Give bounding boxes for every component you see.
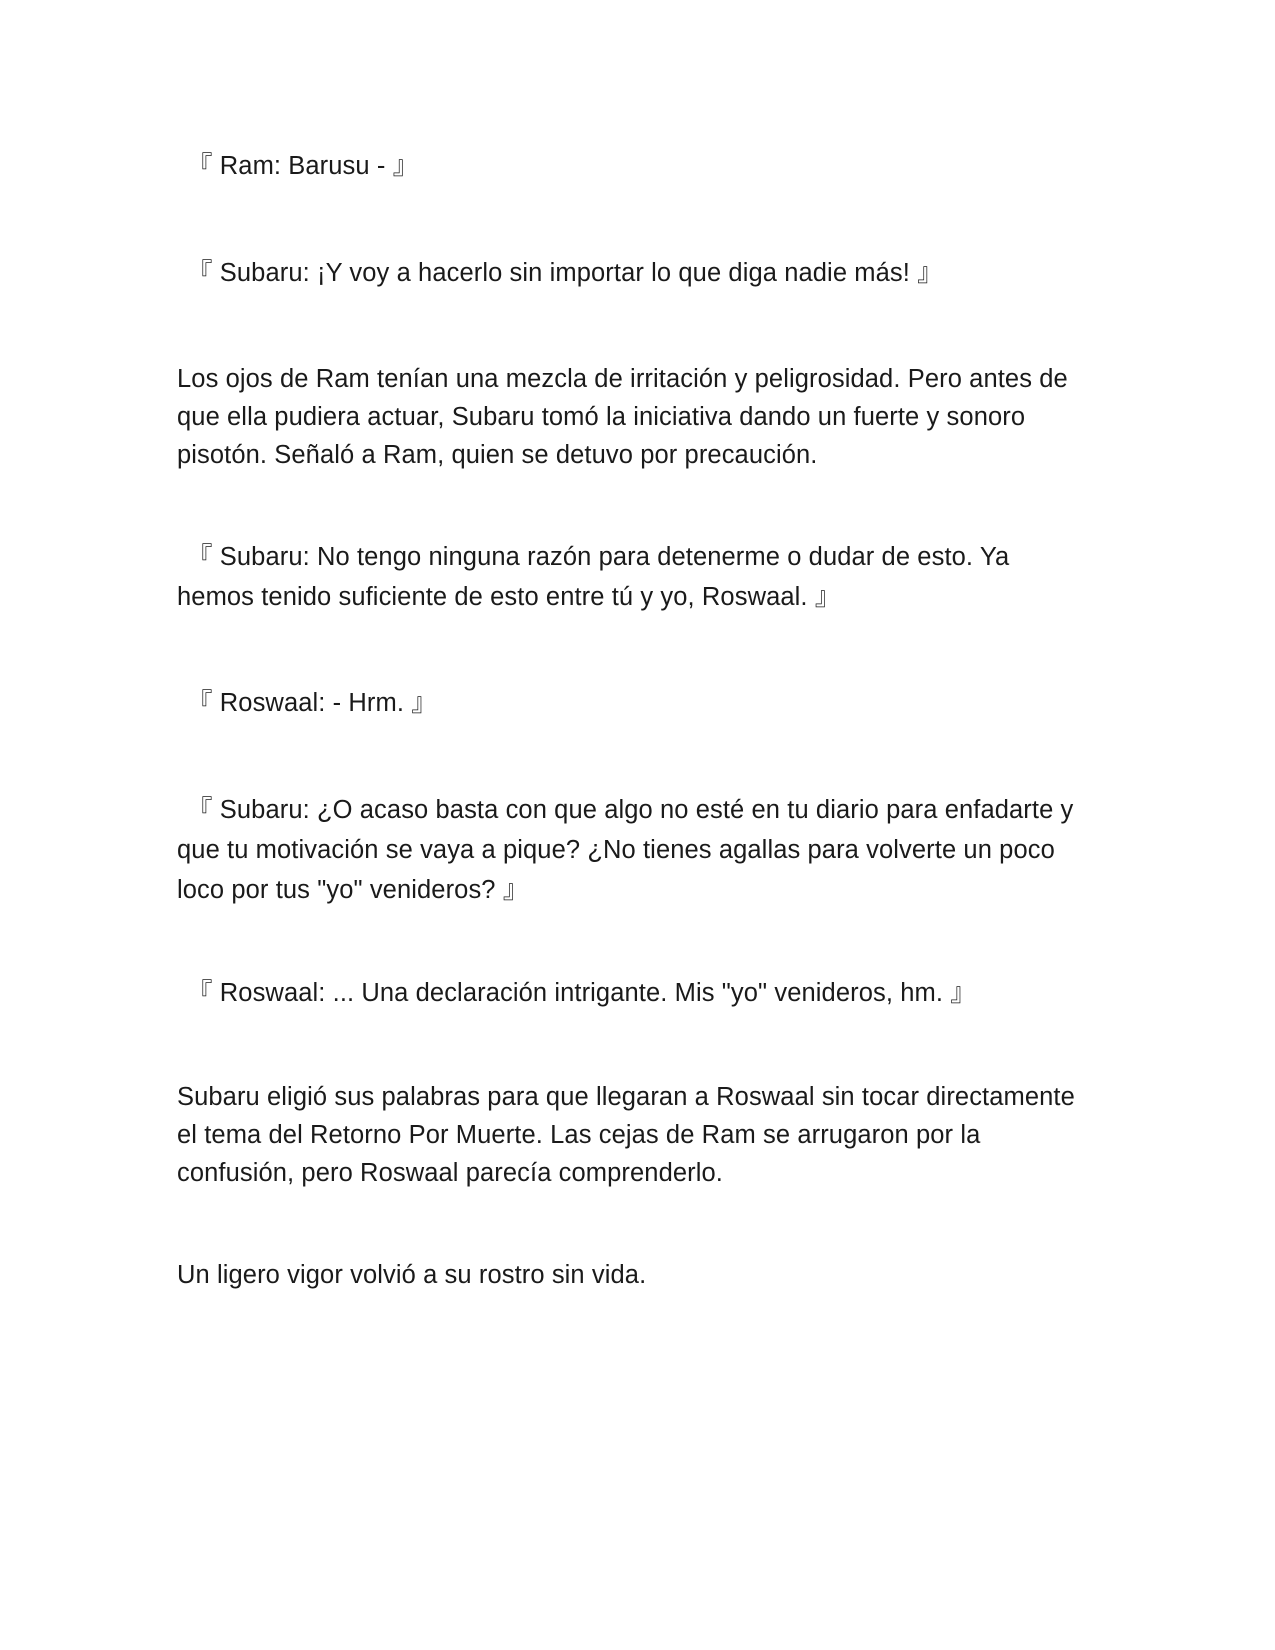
text-line: 『 Subaru: ¿O acaso basta con que algo no esté en tu diario para enfadarte y <box>187 796 1074 824</box>
narration-vigor <box>177 1256 1107 1294</box>
dialogue-roswaal-intriguing <box>177 973 1107 1013</box>
text-line: 『 Subaru: No tengo ninguna razón para detenerme o dudar de esto. Ya <box>187 543 1010 571</box>
dialogue-subaru-no-reason <box>177 537 1107 617</box>
text-line: 『 Subaru: ¡Y voy a hacerlo sin importar lo que diga nadie más! 』 <box>187 259 943 287</box>
text-line: Subaru eligió sus palabras para que llegaran a Roswaal sin tocar directamente <box>177 1083 1075 1111</box>
dialogue-roswaal-hrm <box>177 683 1107 723</box>
text-line: hemos tenido suficiente de esto entre tú y yo, Roswaal. 』 <box>177 583 841 611</box>
narration-subaru-words <box>177 1078 1107 1192</box>
text-line: que ella pudiera actuar, Subaru tomó la iniciativa dando un fuerte y sonoro <box>177 403 1026 431</box>
text-line: Un ligero vigor volvió a su rostro sin vida. <box>177 1261 647 1289</box>
dialogue-subaru-diary <box>177 790 1107 910</box>
text-line: que tu motivación se vaya a pique? ¿No tienes agallas para volverte un poco <box>177 836 1055 864</box>
text-line: 『 Roswaal: ... Una declaración intrigante. Mis "yo" venideros, hm. 』 <box>187 979 976 1007</box>
text-line: el tema del Retorno Por Muerte. Las cejas de Ram se arrugaron por la <box>177 1121 981 1149</box>
text-line: confusión, pero Roswaal parecía comprenderlo. <box>177 1159 723 1187</box>
text-line: 『 Roswaal: - Hrm. 』 <box>187 689 437 717</box>
narration-ram-eyes <box>177 360 1107 474</box>
dialogue-ram-barusu <box>177 146 1107 186</box>
text-line: Los ojos de Ram tenían una mezcla de irritación y peligrosidad. Pero antes de <box>177 365 1068 393</box>
dialogue-subaru-declaration <box>177 253 1107 293</box>
text-line: pisotón. Señaló a Ram, quien se detuvo por precaución. <box>177 441 818 469</box>
text-line: 『 Ram: Barusu - 』 <box>187 152 419 180</box>
text-line: loco por tus "yo" venideros? 』 <box>177 876 529 904</box>
